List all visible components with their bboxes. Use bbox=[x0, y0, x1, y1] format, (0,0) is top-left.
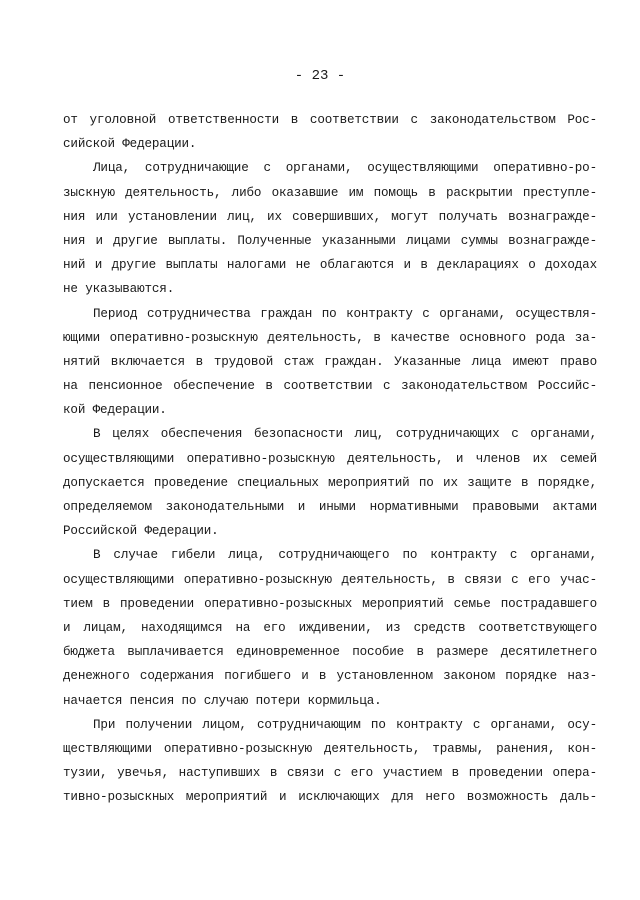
text-line: Российской Федерации. bbox=[63, 524, 219, 539]
text-line: допускается проведение специальных мероприятий по их защите в порядке, bbox=[63, 475, 597, 490]
text-line: тузии, увечья, наступивших в связи с его участием в проведении опера- bbox=[63, 766, 597, 781]
text-line: определяемом законодательными и иными нормативными правовыми актами bbox=[63, 500, 597, 514]
text-line: осуществляющими оперативно-розыскную деятельность, в связи с его учас- bbox=[63, 572, 597, 587]
text-line: При получении лицом, сотрудничающим по контракту с органами, осу- bbox=[93, 717, 597, 732]
text-line: денежного содержания погибшего и в установленном законом порядке наз- bbox=[63, 669, 597, 684]
text-line: осуществляющими оперативно-розыскную деятельность, и членов их семей bbox=[63, 451, 597, 466]
text-line: Лица, сотрудничающие с органами, осуществляющими оперативно-ро- bbox=[93, 161, 597, 176]
text-line: кой Федерации. bbox=[63, 403, 167, 418]
text-line: не указываются. bbox=[63, 282, 175, 297]
text-line: сийской Федерации. bbox=[63, 137, 197, 152]
text-line: нятий включается в трудовой стаж граждан. Указанные лица имеют право bbox=[63, 354, 597, 369]
text-line: В целях обеспечения безопасности лиц, сотрудничающих с органами, bbox=[93, 427, 597, 442]
text-line: ния или установлении лиц, их совершивших, могут получать вознагражде- bbox=[63, 209, 597, 224]
text-line: зыскную деятельность, либо оказавшие им помощь в раскрытии преступле- bbox=[63, 185, 597, 200]
text-line: ющими оперативно-розыскную деятельность, в качестве основного рода за- bbox=[63, 330, 597, 345]
text-line: на пенсионное обеспечение в соответствии с законодательством Российс- bbox=[63, 379, 597, 394]
text-line: ществляющими оперативно-розыскную деятельность, травмы, ранения, кон- bbox=[63, 741, 597, 756]
text-line: тивно-розыскных мероприятий и исключающих для него возможность даль- bbox=[63, 790, 597, 805]
text-line: от уголовной ответственности в соответствии с законодательством Рос- bbox=[63, 113, 597, 127]
body-text bbox=[63, 108, 597, 809]
text-line: тием в проведении оперативно-розыскных мероприятий семье пострадавшего bbox=[63, 596, 597, 611]
text-line: начается пенсия по случаю потери кормильца. bbox=[63, 693, 382, 708]
text-line: ний и другие выплаты налогами не облагаются и в декларациях о доходах bbox=[63, 258, 597, 273]
text-line: бюджета выплачивается единовременное пособие в размере десятилетнего bbox=[63, 645, 597, 660]
page-number: - 23 - bbox=[294, 68, 346, 84]
text-line: Период сотрудничества граждан по контракту с органами, осуществля- bbox=[93, 306, 597, 321]
text-line: и лицам, находящимся на его иждивении, из средств соответствующего bbox=[63, 620, 597, 635]
text-line: ния и другие выплаты. Полученные указанными лицами суммы вознагражде- bbox=[63, 233, 597, 248]
text-line: В случае гибели лица, сотрудничающего по контракту с органами, bbox=[93, 548, 597, 563]
